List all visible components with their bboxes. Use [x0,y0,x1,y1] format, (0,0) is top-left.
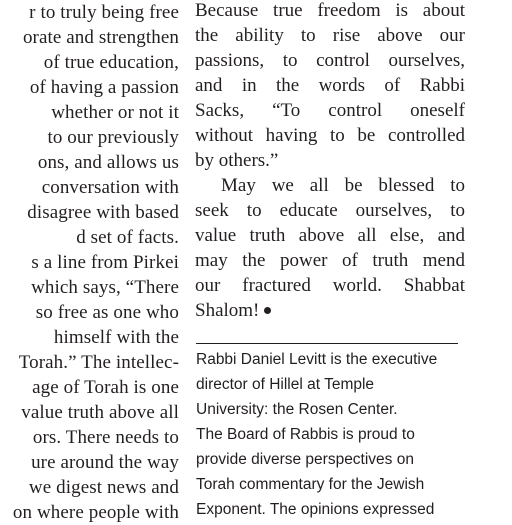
text-line: may the power of truth mend [195,250,465,271]
text-line: Sacks, “To control oneself [195,100,465,121]
text-line: himself with the [53,327,179,348]
text-line: Because true freedom is about [195,0,465,21]
text-line: of having a passion [29,77,179,98]
text-line: orate and strengthen [22,27,179,48]
text-line: passions, to control ourselves, [195,50,465,71]
bio-line: Torah commentary for the Jewish [196,476,425,493]
text-line: value truth above all else, and [195,225,465,246]
text-line: s a line from Pirkei [31,252,179,273]
text-line: disagree with based [27,202,179,223]
article-right-column [195,0,465,323]
text-line: conversation with [41,177,179,198]
text-line: and in the words of Rabbi [195,75,465,96]
text-line: r to truly being free [29,2,179,23]
article-left-column [0,0,179,525]
text-line: our fractured world. Shabbat [195,275,465,296]
bio-line: director of Hillel at Temple [196,376,375,393]
closing-line [195,298,465,323]
text-line: so free as one who [35,302,179,323]
text-line: age of Torah is one [32,377,179,398]
text-line: by others.” [195,150,279,171]
text-line: without having to be controlled [195,125,465,146]
text-line: which says, “There [31,277,179,298]
text-line: to our previously [47,127,179,148]
text-line: May we all be blessed to [221,175,465,196]
text-line: value truth above all [21,402,179,423]
bio-line: provide diverse perspectives on [196,451,414,468]
text-line: Torah.” The intellec- [18,352,179,373]
text-line: d set of facts. [76,227,179,248]
text-line: Shalom! [195,300,260,321]
author-bio [196,347,496,522]
bio-line: Exponent. The opinions expressed [196,501,435,518]
end-mark-bullet-icon [264,307,271,314]
text-line: of true education, [43,52,179,73]
text-line: ons, and allows us [37,152,179,173]
text-line: on where people with [12,502,179,523]
text-line: the ability to rise above our [195,25,465,46]
text-line: seek to educate ourselves, to [195,200,465,221]
text-line: ure around the way [31,452,179,473]
bio-line: The Board of Rabbis is proud to [196,426,415,443]
text-line: we digest news and [28,477,179,498]
bio-line: Rabbi Daniel Levitt is the executive [196,351,438,368]
text-line: ors. There needs to [32,427,179,448]
text-line: whether or not it [51,102,179,123]
bio-line: University: the Rosen Center. [196,401,398,418]
divider-rule [196,343,458,344]
